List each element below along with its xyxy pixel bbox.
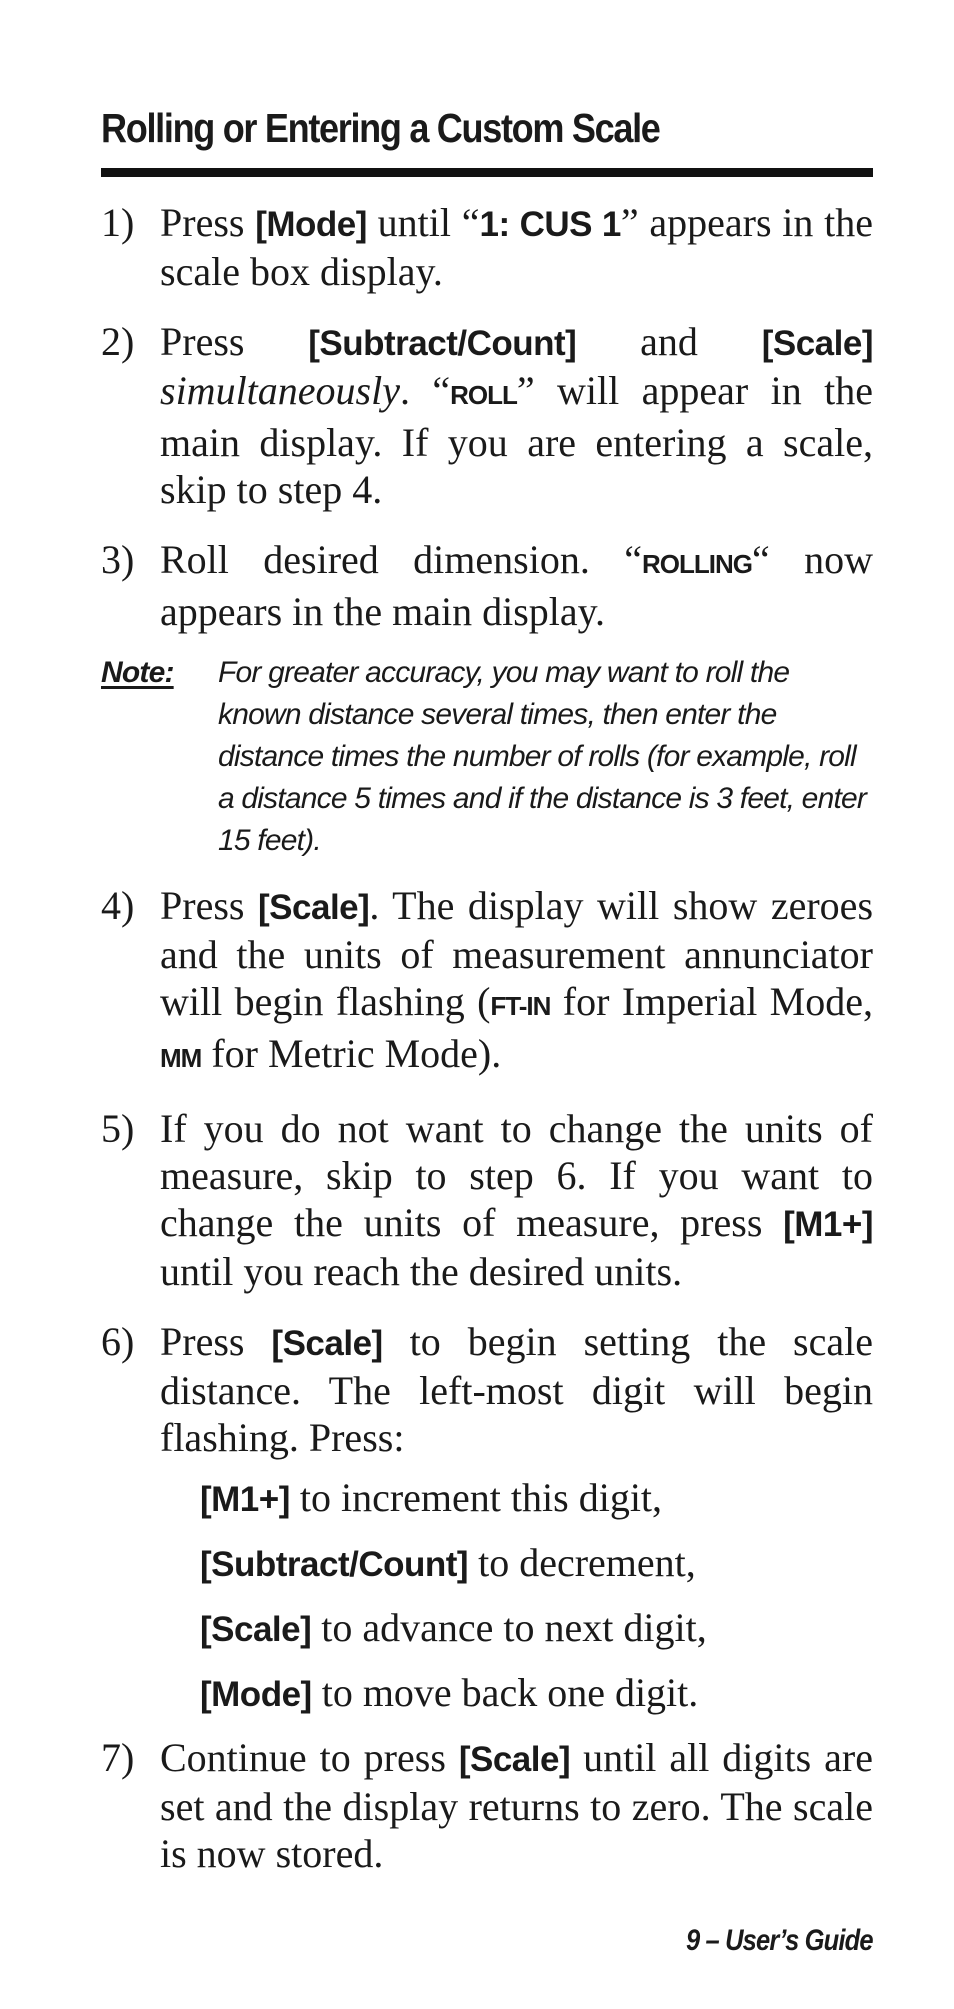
key-scale: [Scale] [271,1324,383,1363]
key-scale: [Scale] [258,888,370,927]
key-mode: [Mode] [200,1675,312,1714]
step-number: 2) [101,319,135,364]
key-scale: [Scale] [200,1610,312,1649]
step-1 [101,199,873,295]
step-5 [101,1105,873,1295]
text-run: Press [160,883,259,928]
manual-page [101,100,873,1900]
key-action: to increment this digit, [289,1475,663,1520]
text-run: “ now appears in the main display. [160,537,874,634]
key-scale: [Scale] [458,1740,571,1779]
display-code-cus1: 1: CUS 1 [479,205,621,244]
text-run: Press [160,319,309,364]
step-text [160,318,873,513]
key-list-item [200,1474,873,1523]
text-run: Continue to press [160,1735,459,1780]
text-run: and [576,319,762,364]
key-action: to advance to next digit, [311,1605,707,1650]
text-run: ” appears in the scale box display. [160,200,874,294]
text-run: until you reach the desired units. [160,1249,683,1294]
note-label: Note: [101,656,174,689]
key-subtract-count: [Subtract/Count] [308,324,577,363]
section-heading: Rolling or Entering a Custom Scale [101,105,660,151]
note-text: For greater accuracy, you may want to roll the known distance several times, then enter the distance times the number of rolls (for example, roll a distance 5 times and if the distance is 3 feet, enter 15 feet). [218,656,867,857]
display-code-roll: ROLL [450,380,517,410]
note-block [101,652,873,862]
text-run: for Imperial Mode, [550,979,874,1024]
step-number: 3) [101,537,135,582]
text-run: to begin setting the scale distance. The left-most digit will begin flashing. Press: [160,1319,873,1460]
step-number: 7) [101,1735,135,1780]
step-text [160,1105,873,1295]
key-action: to decrement, [468,1540,696,1585]
key-list-item [200,1604,873,1653]
key-m1-plus: [M1+] [200,1480,290,1519]
text-run: until all digits are set and the display returns to zero. The scale is now stored. [160,1735,873,1876]
key-list-item [200,1539,873,1588]
step-2 [101,318,873,513]
display-code-ft-in: FT-IN [490,991,551,1021]
step-6 [101,1318,873,1461]
step-text [160,1318,873,1461]
step-text [160,199,873,295]
key-mode: [Mode] [255,205,367,244]
step-number: 4) [101,883,135,928]
step-number: 6) [101,1319,135,1364]
text-run: Press [160,200,256,245]
text-run: . The display will show zeroes and the units of measurement annunciator will begin flashing ( [160,883,874,1024]
step-3 [101,536,873,635]
text-run: Press [160,1319,272,1364]
text-run: ” will appear in the main display. If you are entering a scale, skip to step 4. [160,368,873,512]
display-code-mm: MM [160,1043,202,1073]
display-code-rolling: ROLLING [641,549,752,579]
key-scale: [Scale] [761,324,873,363]
text-run: . “ [399,368,451,413]
emphasis: simultaneously [160,368,400,413]
step-number: 5) [101,1106,135,1151]
step-7 [101,1734,873,1877]
text-run: until “ [366,200,480,245]
step-4 [101,882,873,1082]
key-list [101,1474,873,1718]
heading-rule [101,168,873,177]
step-text [160,1734,873,1877]
key-subtract-count: [Subtract/Count] [200,1545,469,1584]
step-text [160,536,873,635]
step-number: 1) [101,200,135,245]
key-m1-plus: [M1+] [783,1205,873,1244]
text-run: If you do not want to change the units of measure, skip to step 6. If you want to change the units of measure, press [160,1106,873,1245]
text-run: Roll desired dimension. “ [160,537,642,582]
text-run: for Metric Mode). [201,1031,502,1076]
key-list-item [200,1669,873,1718]
step-text [160,882,873,1082]
page-footer: 9 – User’s Guide [686,1924,873,1957]
key-action: to move back one digit. [311,1670,699,1715]
